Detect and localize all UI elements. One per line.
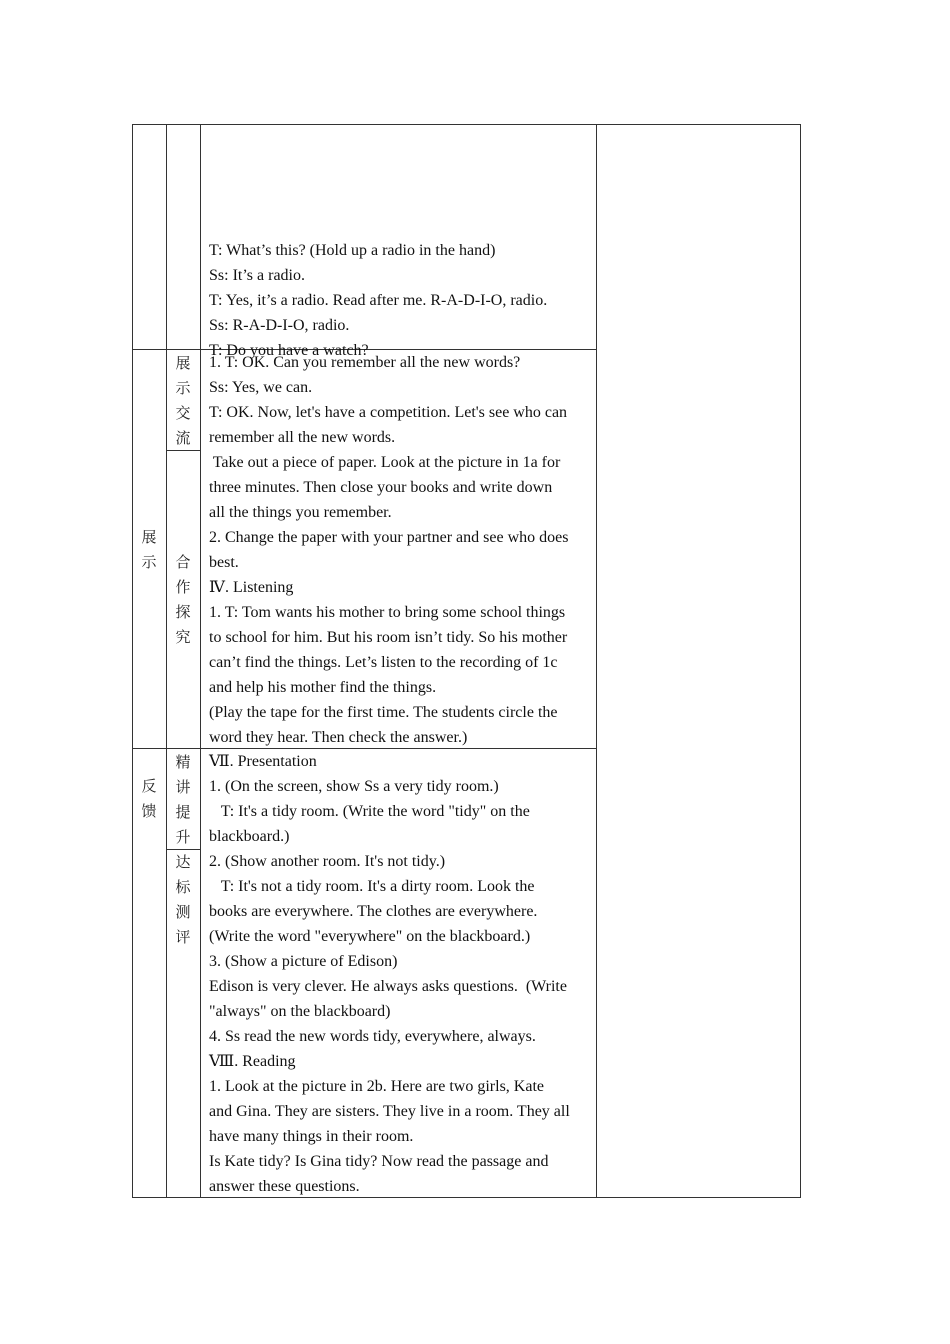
text-line: word they hear. Then check the answer.) <box>209 729 468 746</box>
text-line: "always" on the blackboard) <box>209 1003 391 1020</box>
subsection-char: 达 <box>175 853 191 871</box>
table-border-right <box>800 124 801 1198</box>
text-line: (Play the tape for the first time. The students circle the <box>209 704 558 721</box>
top-content-cell <box>209 238 594 363</box>
table-border-top <box>132 124 801 125</box>
subsection-char: 评 <box>175 928 191 946</box>
bottom-content-cell <box>209 749 594 1199</box>
text-line: T: It's a tidy room. (Write the word "tidy" on the <box>209 803 530 820</box>
text-line: Edison is very clever. He always asks questions. (Write <box>209 978 567 995</box>
text-line: 1. (On the screen, show Ss a very tidy room.) <box>209 778 499 795</box>
subsection-char: 升 <box>175 828 191 846</box>
subsection-char: 交 <box>175 404 191 422</box>
section-char: 反 <box>141 777 157 795</box>
text-line: Ss: R-A-D-I-O, radio. <box>209 317 350 334</box>
text-line: 2. Change the paper with your partner and see who does <box>209 529 569 546</box>
subsection-label-jingjiang-tisheng <box>167 750 199 850</box>
text-line: T: Do you have a watch? <box>209 342 369 359</box>
text-line: 1. Look at the picture in 2b. Here are two girls, Kate <box>209 1078 544 1095</box>
subsection-label-zhanshi-jiaoliu <box>167 351 199 451</box>
text-line: and help his mother find the things. <box>209 679 437 696</box>
section-char: 示 <box>141 553 157 571</box>
subsection-char: 讲 <box>175 778 191 796</box>
subsection-char: 测 <box>175 903 191 921</box>
subsection-char: 展 <box>175 354 191 372</box>
text-line: 3. (Show a picture of Edison) <box>209 953 398 970</box>
text-line: Ⅳ. Listening <box>209 579 294 596</box>
text-line: Take out a piece of paper. Look at the picture in 1a for <box>209 454 561 471</box>
text-line: blackboard.) <box>209 828 290 845</box>
subsection-char: 示 <box>175 379 191 397</box>
subsection-label-hezuo-tanjiu <box>167 550 199 650</box>
text-line: remember all the new words. <box>209 429 396 446</box>
section-label-fankui <box>133 774 165 824</box>
text-line: all the things you remember. <box>209 504 392 521</box>
text-line: Ⅷ. Reading <box>209 1053 296 1070</box>
text-line: answer these questions. <box>209 1178 360 1195</box>
text-line: books are everywhere. The clothes are everywhere. <box>209 903 538 920</box>
text-line: to school for him. But his room isn’t tidy. So his mother <box>209 629 568 646</box>
column-divider-2 <box>200 124 201 1198</box>
subsection-char: 提 <box>175 803 191 821</box>
subsection-char: 标 <box>175 878 191 896</box>
section-char: 馈 <box>141 802 157 820</box>
subsection-char: 探 <box>175 603 191 621</box>
column-divider-3 <box>596 124 597 1198</box>
column-divider-1 <box>166 124 167 1198</box>
subsection-label-dabiao-cepng <box>167 850 199 950</box>
middle-content-cell <box>209 350 594 750</box>
section-char: 展 <box>141 528 157 546</box>
text-line: can’t find the things. Let’s listen to the recording of 1c <box>209 654 558 671</box>
text-line: T: Yes, it’s a radio. Read after me. R-A-D-I-O, radio. <box>209 292 548 309</box>
text-line: three minutes. Then close your books and write down <box>209 479 553 496</box>
text-line: Ss: Yes, we can. <box>209 379 313 396</box>
subsection-char: 精 <box>175 753 191 771</box>
text-line: T: OK. Now, let's have a competition. Let's see who can <box>209 404 568 421</box>
text-line: Ⅶ. Presentation <box>209 753 317 770</box>
subsection-char: 合 <box>175 553 191 571</box>
text-line: (Write the word "everywhere" on the blackboard.) <box>209 928 531 945</box>
subsection-char: 究 <box>175 628 191 646</box>
text-line: 2. (Show another room. It's not tidy.) <box>209 853 446 870</box>
text-line: Ss: It’s a radio. <box>209 267 305 284</box>
text-line: best. <box>209 554 239 571</box>
text-line: 1. T: Tom wants his mother to bring some school things <box>209 604 566 621</box>
subsection-char: 作 <box>175 578 191 596</box>
text-line: 1. T: OK. Can you remember all the new words? <box>209 354 521 371</box>
text-line: 4. Ss read the new words tidy, everywhere, always. <box>209 1028 536 1045</box>
section-label-zhanshi <box>133 525 165 575</box>
table-border-left <box>132 124 133 1198</box>
text-line: and Gina. They are sisters. They live in a room. They all <box>209 1103 570 1120</box>
text-line: have many things in their room. <box>209 1128 414 1145</box>
text-line: Is Kate tidy? Is Gina tidy? Now read the passage and <box>209 1153 549 1170</box>
subsection-char: 流 <box>175 429 191 447</box>
text-line: T: What’s this? (Hold up a radio in the hand) <box>209 242 496 259</box>
text-line: T: It's not a tidy room. It's a dirty room. Look the <box>209 878 535 895</box>
